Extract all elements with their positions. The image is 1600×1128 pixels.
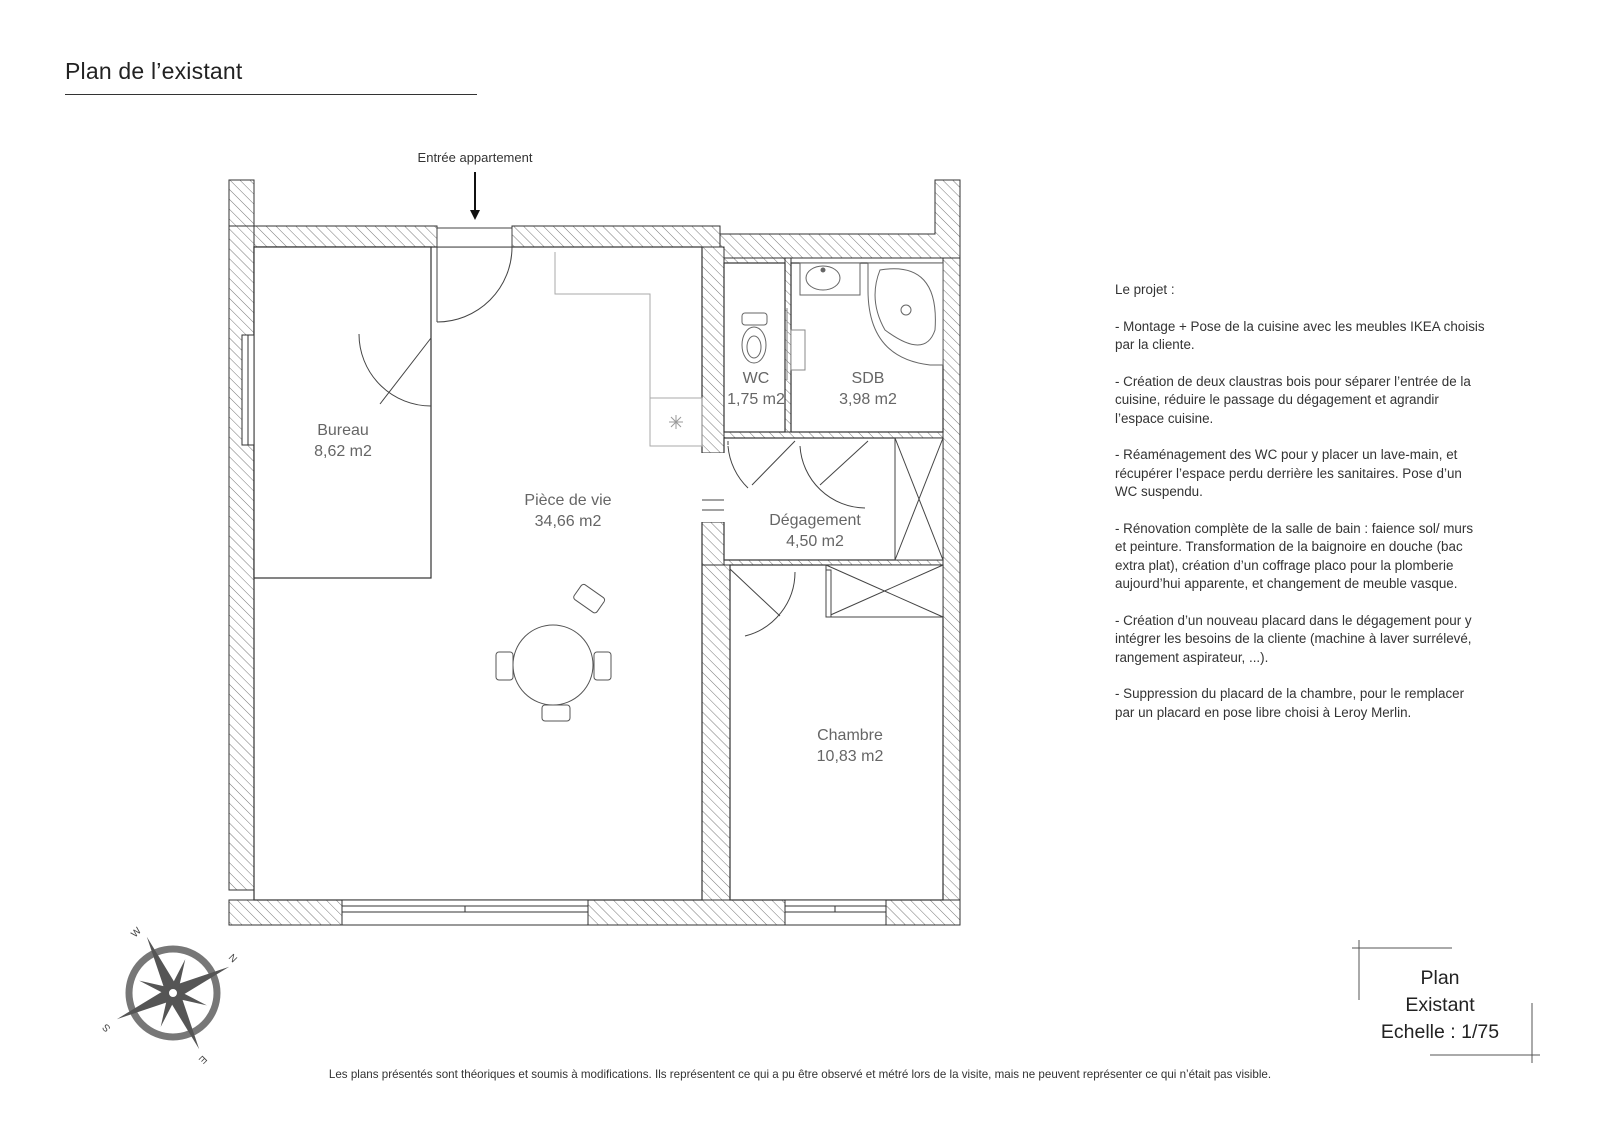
project-description <box>1115 281 1485 740</box>
hob-icon <box>669 415 683 429</box>
svg-text:Pièce de vie: Pièce de vie <box>524 492 612 509</box>
svg-text:10,83 m2: 10,83 m2 <box>816 748 884 765</box>
project-item: - Création d’un nouveau placard dans le dégagement pour y intégrer les besoins de la cliente (machine à laver surrélevé, rangement aspirateur, ...). <box>1115 612 1472 665</box>
project-heading: Le projet : <box>1115 282 1175 297</box>
project-item: - Réaménagement des WC pour y placer un lave-main, et récupérer l’espace perdu derrière les sanitaires. Pose d’un WC suspendu. <box>1115 447 1462 499</box>
entry-arrow <box>470 172 480 220</box>
svg-text:4,50 m2: 4,50 m2 <box>786 533 844 550</box>
svg-text:SDB: SDB <box>851 370 885 387</box>
compass-e: E <box>196 1052 209 1066</box>
compass-w: W <box>129 925 144 941</box>
scale-box <box>1360 965 1520 1046</box>
compass-rose-icon <box>91 911 256 1076</box>
svg-text:Dégagement: Dégagement <box>769 512 861 529</box>
project-item: - Suppression du placard de la chambre, pour le remplacer par un placard en pose libre choisi à Leroy Merlin. <box>1115 686 1465 720</box>
project-item: - Création de deux claustras bois pour séparer l’entrée de la cuisine, réduire le passage du dégagement et agrandir l’espace cuisine. <box>1115 373 1471 426</box>
compass-s: S <box>100 1021 114 1034</box>
sink-icon <box>800 263 860 295</box>
chambre-cupboard <box>826 565 943 617</box>
svg-text:1,75 m2: 1,75 m2 <box>727 391 785 408</box>
scale-line-echelle: Echelle : 1/75 <box>1380 1021 1500 1043</box>
toilet-icon <box>742 313 767 363</box>
svg-text:34,66 m2: 34,66 m2 <box>534 513 602 530</box>
entry-label: Entrée appartement <box>417 150 533 165</box>
degagement-cupboard <box>895 438 943 560</box>
svg-text:WC: WC <box>742 370 770 387</box>
page-title: Plan de l’existant <box>65 58 243 84</box>
compass-n: N <box>225 952 239 966</box>
project-item: - Montage + Pose de la cuisine avec les meubles IKEA choisis par la cliente. <box>1115 318 1485 352</box>
svg-text:3,98 m2: 3,98 m2 <box>839 391 897 408</box>
svg-text:Chambre: Chambre <box>817 727 883 744</box>
svg-text:8,62 m2: 8,62 m2 <box>314 443 372 460</box>
project-item: - Rénovation complète de la salle de bain : faience sol/ murs et peinture. Transformation de la baignoire en douche (bac extra plat), création d’un coffrage placo pour la plomberie aujourd’hui apparente, et changement de meuble vasque. <box>1115 520 1474 591</box>
scale-line-existant: Existant <box>1405 994 1475 1016</box>
scale-line-plan: Plan <box>1420 967 1460 989</box>
footer-disclaimer: Les plans présentés sont théoriques et soumis à modifications. Ils représentent ce qui a pu être observé et métré lors de la visite, mais ne peuvent représenter ce qui n’était pas visible. <box>328 1068 1272 1081</box>
svg-text:Bureau: Bureau <box>317 422 369 439</box>
